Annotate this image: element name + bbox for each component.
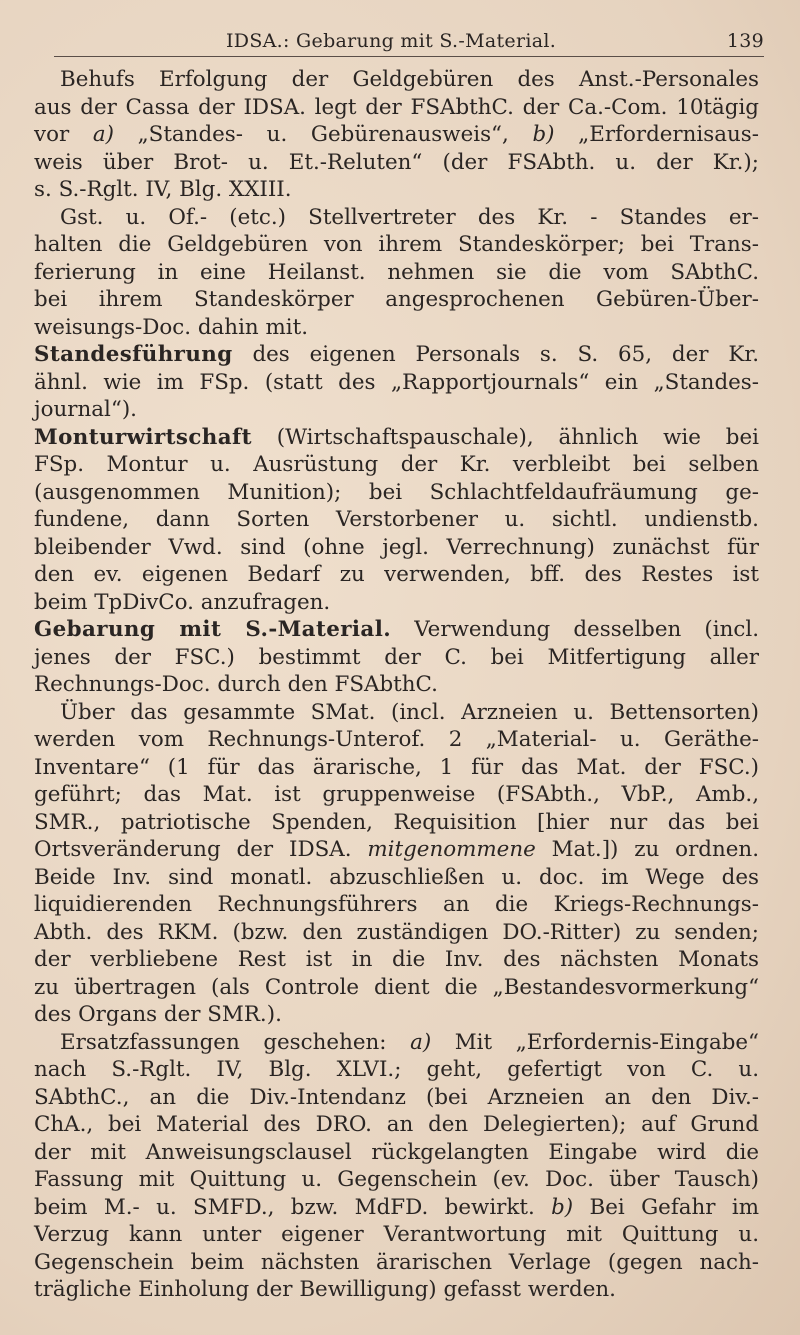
- text-run: liquidierenden Rechnungsführers an die Kriegs-Rechnungs-: [34, 892, 759, 917]
- text-run: ähnl. wie im FSp. (statt des „Rapportjournals“ ein „Standes-: [34, 369, 759, 395]
- text-line: [34, 1001, 759, 1029]
- text-run: ferierung in eine Heilanst. nehmen sie die vom SAbthC.: [34, 259, 759, 285]
- text-line: [34, 149, 759, 177]
- text-line: [34, 451, 759, 479]
- italic-text: a): [92, 122, 114, 147]
- text-line: [34, 231, 759, 259]
- text-run: journal“).: [34, 397, 137, 422]
- header-rule: [54, 56, 764, 57]
- text-run: trägliche Einholung der Bewilligung) gefasst werden.: [34, 1277, 616, 1302]
- text-run: bleibender Vwd. sind (ohne jegl. Verrechnung) zunächst für: [34, 534, 759, 560]
- text-line: [34, 946, 759, 974]
- text-run: Inventare“ (1 für das ärarische, 1 für das Mat. der FSC.): [34, 754, 759, 780]
- text-run: SMR., patriotische Spenden, Requisition [hier nur das bei: [34, 809, 759, 835]
- text-line: [34, 864, 759, 892]
- text-line: [34, 176, 759, 204]
- section-heading: Standesführung: [34, 342, 233, 367]
- text-line: [34, 1084, 759, 1112]
- text-run: Abth. des RKM. (bzw. den zuständigen DO.-Ritter) zu senden;: [34, 919, 759, 945]
- text-line: [34, 726, 759, 754]
- text-line: [34, 286, 759, 314]
- text-run: weisungs-Doc. dahin mit.: [34, 314, 309, 340]
- text-line: [34, 589, 759, 617]
- text-run: bei ihrem Standeskörper angesprochenen Gebüren-Über-: [34, 287, 759, 312]
- text-run: Über das gesammte SMat. (incl. Arzneien u. Bettensorten): [60, 699, 759, 725]
- text-run: Beide Inv. sind monatl. abzuschließen u. doc. im Wege des: [34, 864, 759, 890]
- text-line: [34, 1029, 759, 1057]
- text-line: [34, 396, 759, 424]
- text-line: [34, 424, 759, 452]
- text-line: [34, 671, 759, 699]
- text-line: [34, 534, 759, 562]
- page-number: 139: [726, 30, 764, 52]
- text-run: vor: [34, 122, 93, 147]
- text-run: werden vom Rechnungs-Unterof. 2 „Material- u. Geräthe-: [34, 727, 759, 752]
- text-run: „Erfordernisaus-: [554, 122, 759, 147]
- text-run: den ev. eigenen Bedarf zu verwenden, bff. des Restes ist: [34, 562, 759, 587]
- text-run: zu übertragen (als Controle dient die „Bestandesvormerkung“: [34, 974, 759, 1000]
- text-line: [34, 66, 759, 94]
- text-line: [34, 506, 759, 534]
- text-run: Ortsveränderung der IDSA.: [34, 837, 368, 862]
- text-line: [34, 809, 759, 837]
- text-line: [34, 1111, 759, 1139]
- text-run: nach S.-Rglt. IV, Blg. XLVI.; geht, gefertigt von C. u.: [34, 1057, 759, 1082]
- text-run: beim M.- u. SMFD., bzw. MdFD. bewirkt.: [34, 1194, 552, 1220]
- section-heading: Gebarung mit S.-Material.: [34, 617, 392, 642]
- text-line: [34, 314, 759, 342]
- text-line: [34, 919, 759, 947]
- text-line: [34, 1139, 759, 1167]
- text-line: [34, 341, 759, 369]
- text-run: s. S.-Rglt. IV, Blg. XXIII.: [34, 177, 292, 202]
- text-run: Rechnungs-Doc. durch den FSAbthC.: [34, 672, 438, 697]
- text-line: [34, 561, 759, 589]
- text-run: SAbthC., an die Div.-Intendanz (bei Arzneien an den Div.-: [34, 1084, 759, 1110]
- text-run: jenes der FSC.) bestimmt der C. bei Mitfertigung aller: [34, 644, 759, 670]
- text-run: der verbliebene Rest ist in die Inv. des nächsten Monats: [34, 947, 759, 972]
- text-line: [34, 1221, 759, 1249]
- italic-text: a): [410, 1029, 432, 1055]
- text-line: [34, 369, 759, 397]
- text-line: [34, 1056, 759, 1084]
- running-head: [34, 30, 764, 56]
- text-run: des eigenen Personals s. S. 65, der Kr.: [232, 342, 759, 367]
- text-run: Mit „Erfordernis-Eingabe“: [431, 1029, 759, 1055]
- text-run: (ausgenommen Munition); bei Schlachtfeldaufräumung ge-: [34, 479, 759, 505]
- text-run: fundene, dann Sorten Verstorbener u. sichtl. undienstb.: [34, 507, 759, 532]
- text-run: „Standes- u. Gebürenausweis“,: [113, 122, 533, 147]
- text-line: [34, 204, 759, 232]
- text-run: aus der Cassa der IDSA. legt der FSAbthC. der Ca.-Com. 10tägig: [34, 94, 759, 120]
- text-line: [34, 836, 759, 864]
- text-line: [34, 94, 759, 122]
- book-page: [34, 0, 764, 1335]
- text-line: [34, 974, 759, 1002]
- text-run: Behufs Erfolgung der Geldgebüren des Anst.-Personales: [60, 67, 759, 92]
- text-line: [34, 1249, 759, 1277]
- text-line: [34, 479, 759, 507]
- italic-text: b): [532, 122, 555, 147]
- text-run: Verzug kann unter eigener Verantwortung mit Quittung u.: [34, 1222, 759, 1247]
- text-line: [34, 1276, 759, 1304]
- text-line: [34, 891, 759, 919]
- text-line: [34, 121, 759, 149]
- text-line: [34, 781, 759, 809]
- text-run: Bei Gefahr im: [573, 1194, 759, 1220]
- text-run: Ersatzfassungen geschehen:: [60, 1029, 411, 1055]
- text-line: [34, 754, 759, 782]
- text-run: FSp. Montur u. Ausrüstung der Kr. verbleibt bei selben: [34, 452, 759, 477]
- text-line: [34, 1194, 759, 1222]
- text-run: weis über Brot- u. Et.-Reluten“ (der FSAbth. u. der Kr.);: [34, 149, 759, 175]
- text-run: Gst. u. Of.- (etc.) Stellvertreter des Kr. - Standes er-: [60, 204, 759, 230]
- body-text: [34, 66, 759, 1304]
- text-line: [34, 259, 759, 287]
- text-line: [34, 1166, 759, 1194]
- text-line: [34, 644, 759, 672]
- text-line: [34, 616, 759, 644]
- text-run: Verwendung desselben (incl.: [391, 617, 760, 642]
- italic-text: mitgenommene: [367, 837, 536, 862]
- text-run: der mit Anweisungsclausel rückgelangten Eingabe wird die: [34, 1139, 759, 1165]
- running-title: IDSA.: Gebarung mit S.-Material.: [226, 30, 557, 52]
- text-run: halten die Geldgebüren von ihrem Standeskörper; bei Trans-: [34, 232, 759, 257]
- text-run: geführt; das Mat. ist gruppenweise (FSAbth., VbP., Amb.,: [34, 782, 759, 807]
- text-run: (Wirtschaftspauschale), ähnlich wie bei: [251, 424, 759, 450]
- text-run: des Organs der SMR.).: [34, 1002, 282, 1027]
- text-run: Gegenschein beim nächsten ärarischen Verlage (gegen nach-: [34, 1249, 759, 1275]
- text-line: [34, 699, 759, 727]
- section-heading: Monturwirtschaft: [34, 424, 252, 450]
- text-run: Fassung mit Quittung u. Gegenschein (ev. Doc. über Tausch): [34, 1167, 759, 1192]
- text-run: beim TpDivCo. anzufragen.: [34, 589, 331, 615]
- text-run: Mat.]) zu ordnen.: [535, 837, 759, 862]
- text-run: ChA., bei Material des DRO. an den Delegierten); auf Grund: [34, 1112, 759, 1137]
- italic-text: b): [551, 1194, 574, 1220]
